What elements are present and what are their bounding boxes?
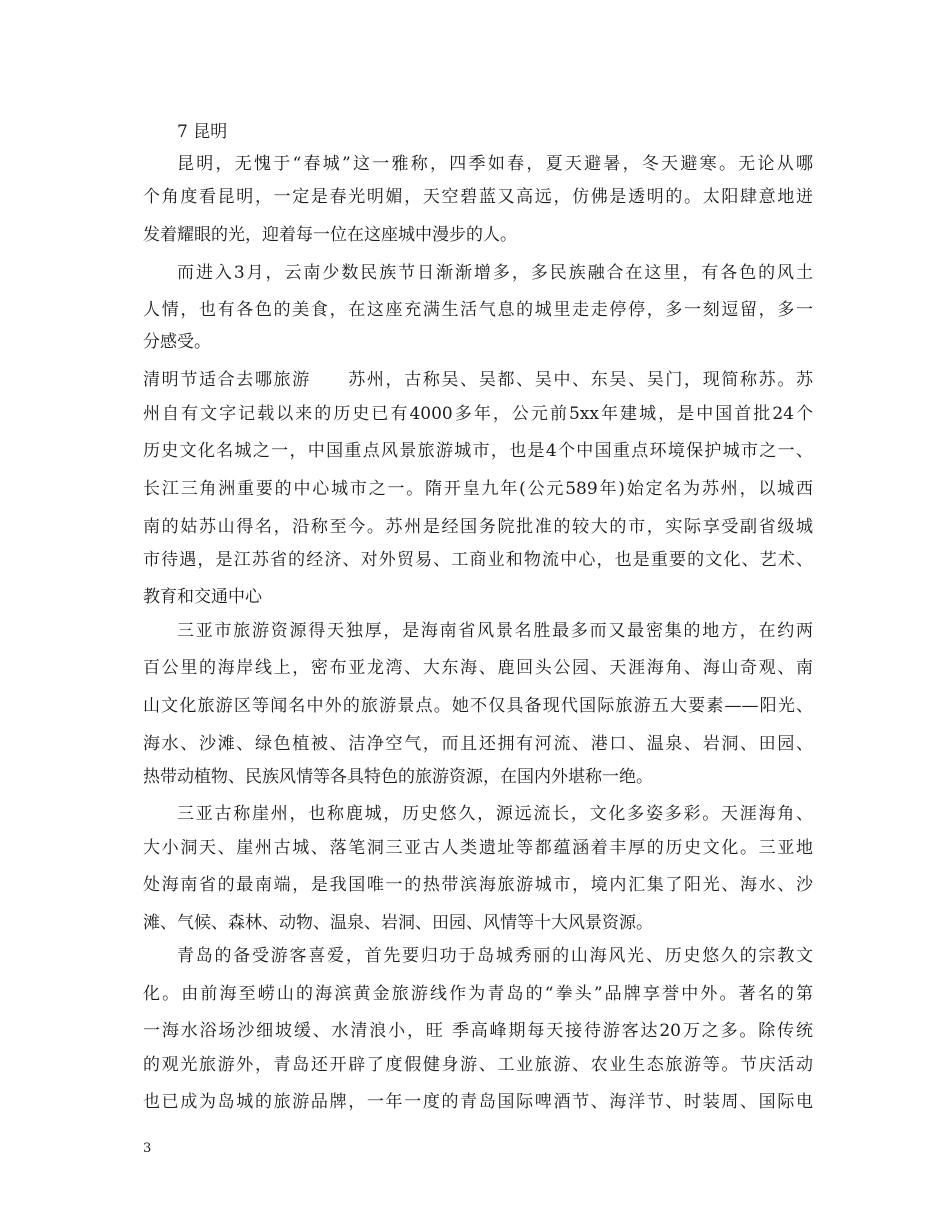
text-line: 州自有文字记载以来的历史已有4000多年，公元前5xx年建城，是中国首批24个 xyxy=(143,404,813,424)
text-line: 教育和交通中心 xyxy=(143,587,262,607)
text-line: 百公里的海岸线上，密布亚龙湾、大东海、鹿回头公园、天涯海角、海山奇观、南 xyxy=(143,658,813,678)
text-line: 山文化旅游区等闻名中外的旅游景点。她不仅具备现代国际旅游五大要素——阳光、 xyxy=(143,696,813,716)
text-line: 的观光旅游外，青岛还开辟了度假健身游、工业旅游、农业生态旅游等。节庆活动 xyxy=(143,1055,813,1075)
text-line: 南的姑苏山得名，沿称至今。苏州是经国务院批准的较大的市，实际享受副省级城 xyxy=(143,517,813,537)
text-line: 昆明，无愧于“春城”这一雅称，四季如春，夏天避暑，冬天避寒。无论从哪 xyxy=(177,154,813,174)
text-line: 也已成为岛城的旅游品牌，一年一度的青岛国际啤酒节、海洋节、时装周、国际电 xyxy=(143,1092,813,1112)
text-line: 一海水浴场沙细坡缓、水清浪小，旺 季高峰期每天接待游客达20万之多。除传统 xyxy=(143,1021,813,1041)
text-line: 长江三角洲重要的中心城市之一。隋开皇九年(公元589年)始定名为苏州，以城西 xyxy=(143,479,813,499)
text-line: 清明节适合去哪旅游 苏州，古称吴、吴都、吴中、东吴、吴门，现简称苏。苏 xyxy=(143,370,813,390)
text-line: 三亚古称崖州，也称鹿城，历史悠久，源远流长，文化多姿多彩。天涯海角、 xyxy=(177,804,813,824)
text-line: 分感受。 xyxy=(143,332,211,352)
text-line: 滩、气候、森林、动物、温泉、岩洞、田园、风情等十大风景资源。 xyxy=(143,913,653,933)
text-line: 人情，也有各色的美食，在这座充满生活气息的城里走走停停，多一刻逗留，多一 xyxy=(143,300,813,320)
text-line: 三亚市旅游资源得天独厚，是海南省风景名胜最多而又最密集的地方，在约两 xyxy=(177,621,813,641)
text-line: 热带动植物、民族风情等各具特色的旅游资源，在国内外堪称一绝。 xyxy=(143,767,653,787)
text-line: 而进入3月，云南少数民族节日渐渐增多，多民族融合在这里，有各色的风土 xyxy=(177,263,813,283)
page-number: 3 xyxy=(143,1141,152,1156)
text-line: 青岛的备受游客喜爱，首先要归功于岛城秀丽的山海风光、历史悠久的宗教文 xyxy=(177,946,813,966)
text-line: 化。由前海至崂山的海滨黄金旅游线作为青岛的“拳头”品牌享誉中外。著名的第 xyxy=(143,984,813,1004)
text-line: 个角度看昆明，一定是春光明媚，天空碧蓝又高远，仿佛是透明的。太阳肆意地迸 xyxy=(143,187,813,207)
text-line: 大小洞天、崖州古城、落笔洞三亚古人类遗址等都蕴涵着丰厚的历史文化。三亚地 xyxy=(143,838,813,858)
text-line: 发着耀眼的光，迎着每一位在这座城中漫步的人。 xyxy=(143,225,517,245)
text-line: 市待遇，是江苏省的经济、对外贸易、工商业和物流中心，也是重要的文化、艺术、 xyxy=(143,550,813,570)
section-heading: 7 昆明 xyxy=(177,122,228,142)
text-line: 海水、沙滩、绿色植被、洁净空气，而且还拥有河流、港口、温泉、岩洞、田园、 xyxy=(143,734,813,754)
text-line: 历史文化名城之一，中国重点风景旅游城市，也是4个中国重点环境保护城市之一、 xyxy=(143,441,813,461)
text-line: 处海南省的最南端，是我国唯一的热带滨海旅游城市，境内汇集了阳光、海水、沙 xyxy=(143,875,813,895)
